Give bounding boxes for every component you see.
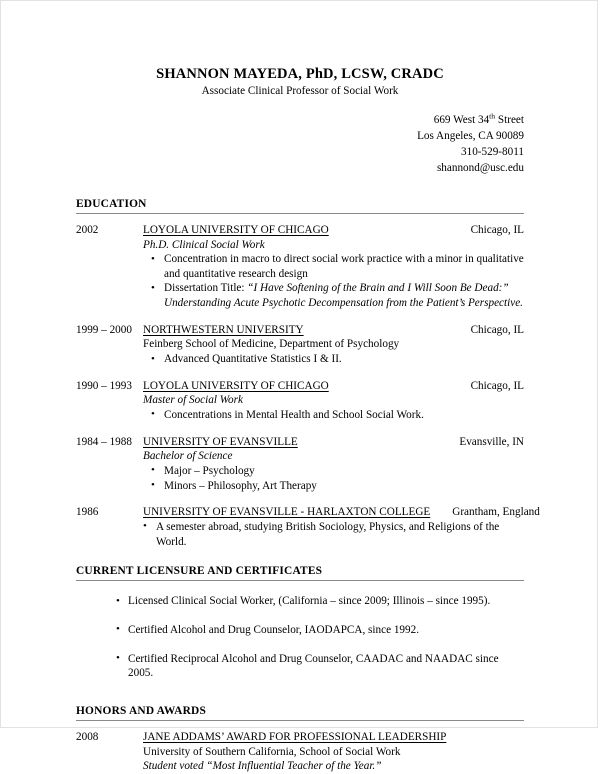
contact-phone: 310-529-8011 [461, 146, 524, 159]
list-item: • A semester abroad, studying British Sociology, Physics, and Religions of the World. [143, 520, 524, 549]
section-heading-licensure: CURRENT LICENSURE AND CERTIFICATES [76, 565, 323, 578]
list-item: • Advanced Quantitative Statistics I & II. [143, 352, 524, 367]
list-item: • Certified Alcohol and Drug Counselor, IAODAPCA, since 1992. [76, 623, 524, 638]
education-entry [76, 223, 524, 311]
entry-body [143, 505, 540, 549]
list-item [143, 281, 524, 310]
list-item: • Major – Psychology [143, 464, 524, 479]
entry-header-row [143, 435, 524, 450]
education-entry [76, 379, 524, 423]
entry-date: 1999 – 2000 [76, 323, 132, 336]
entry-date: 1984 – 1988 [76, 435, 132, 448]
entry-bullet-list [143, 408, 524, 423]
list-item: • Concentrations in Mental Health and School Social Work. [143, 408, 524, 423]
street-number-text: 669 West 34 [433, 114, 490, 127]
contact-email: shannond@usc.edu [436, 161, 524, 174]
entry-header-row [143, 323, 524, 338]
entry-organization: UNIVERSITY OF EVANSVILLE [143, 435, 298, 448]
resume-header [76, 1, 524, 177]
candidate-title: Associate Clinical Professor of Social Work [201, 85, 399, 98]
list-item: • Licensed Clinical Social Worker, (California – since 2009; Illinois – since 1995). [76, 594, 524, 609]
entry-date: 1986 [76, 506, 99, 519]
section-heading-education: EDUCATION [76, 197, 147, 210]
entry-location: Chicago, IL [470, 223, 524, 236]
honors-entry [76, 730, 524, 774]
dissertation-title: “I Have Softening of the Brain and I Will Soon Be Dead:” Understanding Acute Psychotic Decompensation from the Patient’s Perspective. [164, 282, 523, 310]
street-suffix-text: Street [495, 114, 524, 127]
entry-location: Chicago, IL [470, 323, 524, 336]
entry-bullet-list [143, 520, 524, 549]
entry-header-row [143, 223, 524, 238]
entry-bullet-list [143, 252, 524, 311]
entry-degree: Bachelor of Science [143, 450, 233, 463]
entry-location: Grantham, England [452, 506, 540, 519]
entry-body [143, 323, 524, 367]
entry-organization: JANE ADDAMS’ AWARD FOR PROFESSIONAL LEADERSHIP [143, 730, 447, 743]
entry-degree: Ph.D. Clinical Social Work [143, 238, 265, 251]
entry-body [143, 435, 524, 494]
section-education [76, 197, 540, 549]
list-item: • Certified Reciprocal Alcohol and Drug Counselor, CAADAC and NAADAC since 2005. [76, 652, 524, 681]
entry-date: 1990 – 1993 [76, 379, 132, 392]
entry-date: 2008 [76, 730, 99, 743]
entry-location: Evansville, IN [459, 435, 524, 448]
entry-organization: UNIVERSITY OF EVANSVILLE - HARLAXTON COLLEGE [143, 506, 431, 519]
education-entry [76, 323, 524, 367]
award-note: Student voted “Most Influential Teacher of the Year.” [143, 760, 382, 773]
entry-header-row [143, 379, 524, 394]
street-ordinal-suffix: th [489, 111, 496, 121]
entry-body [143, 730, 524, 774]
section-heading-honors: HONORS AND AWARDS [76, 704, 206, 717]
candidate-name: SHANNON MAYEDA, PhD, LCSW, CRADC [156, 66, 444, 82]
section-divider-honors [76, 720, 524, 721]
contact-block [76, 113, 524, 177]
section-divider-licensure [76, 580, 524, 581]
entry-organization: NORTHWESTERN UNIVERSITY [143, 323, 304, 336]
licensure-list [76, 594, 524, 681]
entry-header-row [143, 505, 540, 520]
entry-bullet-list [143, 352, 524, 367]
list-item: • Minors – Philosophy, Art Therapy [143, 479, 524, 494]
entry-location: Chicago, IL [470, 379, 524, 392]
entry-degree: Feinberg School of Medicine, Department of Psychology [143, 338, 400, 351]
section-honors [76, 705, 524, 774]
dissertation-label: Dissertation Title: [164, 282, 248, 295]
entry-organization: LOYOLA UNIVERSITY OF CHICAGO [143, 379, 329, 392]
entry-bullet-list [143, 464, 524, 493]
entry-body [143, 379, 524, 423]
education-entry [76, 505, 540, 549]
award-institution: University of Southern California, School of Social Work [143, 745, 401, 758]
entry-organization: LOYOLA UNIVERSITY OF CHICAGO [143, 223, 329, 236]
entry-header-row [143, 730, 524, 745]
resume-content [76, 1, 540, 774]
section-divider-education [76, 213, 524, 214]
education-entry [76, 435, 524, 494]
section-licensure [76, 565, 524, 681]
contact-street [76, 113, 524, 129]
entry-degree: Master of Social Work [143, 394, 243, 407]
entry-date: 2002 [76, 223, 99, 236]
contact-city-state-zip: Los Angeles, CA 90089 [417, 130, 524, 143]
entry-body [143, 223, 524, 311]
list-item: • Concentration in macro to direct social work practice with a minor in qualitative and quantitative research design [143, 252, 524, 281]
